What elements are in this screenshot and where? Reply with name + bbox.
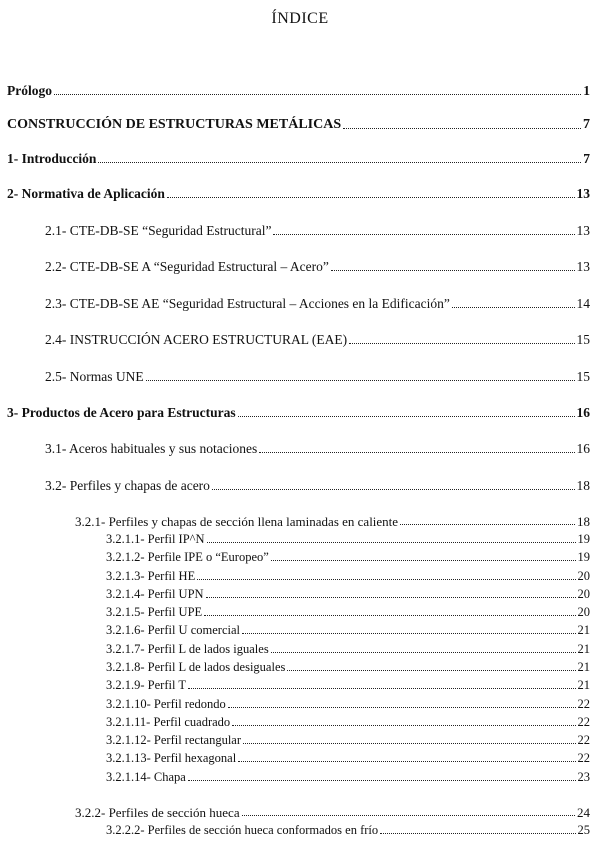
toc-entry-label: 3.2.2- Perfiles de sección hueca xyxy=(75,805,240,820)
toc-entry-label: 3.2.1- Perfiles y chapas de sección llena laminadas en caliente xyxy=(75,514,399,529)
dot-leader xyxy=(238,761,575,762)
toc-entry-page-number: 21 xyxy=(577,623,590,637)
toc-entry[interactable] xyxy=(106,533,590,546)
toc-entry[interactable] xyxy=(7,187,590,201)
dot-leader xyxy=(188,688,576,689)
toc-entry-label: 3.2.1.1- Perfil IP^N xyxy=(106,532,205,546)
toc-entry-label: CONSTRUCCIÓN DE ESTRUCTURAS METÁLICAS xyxy=(7,117,342,132)
toc-entry[interactable] xyxy=(106,771,590,784)
toc-entry-page-number: 15 xyxy=(576,369,590,384)
toc-entry-label: 3.2.1.2- Perfile IPE o “Europeo” xyxy=(106,550,269,564)
toc-entry-label: 3.2.1.13- Perfil hexagonal xyxy=(106,751,237,765)
dot-leader xyxy=(243,743,575,744)
toc-entry-label: 3.2.1.14- Chapa xyxy=(106,770,186,784)
toc-entry-page-number: 22 xyxy=(577,751,590,765)
toc-entry[interactable] xyxy=(106,679,590,692)
dot-leader xyxy=(452,307,575,308)
dot-leader xyxy=(273,234,574,235)
toc-entry-page-number: 13 xyxy=(576,259,590,274)
toc-entry-page-number: 18 xyxy=(577,514,590,529)
toc-entry-page-number: 23 xyxy=(577,770,590,784)
dot-leader xyxy=(259,452,574,453)
toc-entry-label: 2.3- CTE-DB-SE AE “Seguridad Estructural – Acciones en la Edificación” xyxy=(45,296,450,311)
toc-entry[interactable] xyxy=(106,752,590,765)
toc-entry-label: 3.2.1.6- Perfil U comercial xyxy=(106,623,240,637)
toc-entry-page-number: 21 xyxy=(577,642,590,656)
toc-entry-page-number: 16 xyxy=(576,405,590,420)
toc-entry-label: 3.2.2.2- Perfiles de sección hueca conformados en frío xyxy=(106,823,379,837)
toc-entry[interactable] xyxy=(106,661,590,674)
dot-leader xyxy=(228,707,576,708)
toc-entry-page-number: 14 xyxy=(576,296,590,311)
dot-leader xyxy=(287,670,575,671)
toc-entry-label: 3.2.1.10- Perfil redondo xyxy=(106,697,226,711)
dot-leader xyxy=(54,94,581,95)
dot-leader xyxy=(146,380,575,381)
dot-leader xyxy=(349,343,574,344)
toc-entry-label: 3.2.1.4- Perfil UPN xyxy=(106,587,204,601)
toc-entry-label: 3.2.1.11- Perfil cuadrado xyxy=(106,715,231,729)
toc-entry[interactable] xyxy=(45,224,590,238)
dot-leader xyxy=(242,633,576,634)
toc-entry-page-number: 21 xyxy=(577,678,590,692)
dot-leader xyxy=(167,197,575,198)
toc-entry-page-number: 19 xyxy=(577,532,590,546)
dot-leader xyxy=(212,489,575,490)
toc-entry-page-number: 21 xyxy=(577,660,590,674)
toc-entry-label: 3.2- Perfiles y chapas de acero xyxy=(45,478,210,493)
dot-leader xyxy=(197,579,575,580)
toc-entry[interactable] xyxy=(45,479,590,493)
dot-leader xyxy=(380,833,575,834)
toc-entry-page-number: 15 xyxy=(576,332,590,347)
page-title: ÍNDICE xyxy=(271,10,329,27)
toc-entry[interactable] xyxy=(106,716,590,729)
toc-entry[interactable] xyxy=(106,588,590,601)
toc-entry[interactable] xyxy=(45,370,590,384)
toc-entry-page-number: 16 xyxy=(576,441,590,456)
dot-leader xyxy=(271,652,576,653)
toc-entry[interactable] xyxy=(106,698,590,711)
dot-leader xyxy=(207,542,576,543)
toc-entry[interactable] xyxy=(75,806,590,819)
toc-entry[interactable] xyxy=(45,333,590,347)
toc-entry[interactable] xyxy=(45,442,590,456)
toc-entry-page-number: 20 xyxy=(577,569,590,583)
toc-entry-label: 1- Introducción xyxy=(7,151,97,166)
dot-leader xyxy=(238,416,575,417)
toc-entry-label: 3.2.1.12- Perfil rectangular xyxy=(106,733,242,747)
toc-entry-page-number: 20 xyxy=(577,587,590,601)
toc-entry-label: 3.2.1.7- Perfil L de lados iguales xyxy=(106,642,269,656)
dot-leader xyxy=(206,597,576,598)
toc-entry[interactable] xyxy=(106,624,590,637)
toc-entry-page-number: 18 xyxy=(576,478,590,493)
toc-entry-label: Prólogo xyxy=(7,83,52,98)
toc-entry[interactable] xyxy=(106,734,590,747)
toc-entry[interactable] xyxy=(106,824,590,837)
toc-entry-page-number: 13 xyxy=(576,186,590,201)
dot-leader xyxy=(343,128,581,129)
toc-entry[interactable] xyxy=(106,606,590,619)
dot-leader xyxy=(400,524,575,525)
toc-entry-page-number: 19 xyxy=(577,550,590,564)
toc-entry-page-number: 13 xyxy=(576,223,590,238)
toc-entry[interactable] xyxy=(45,297,590,311)
toc-entry-page-number: 7 xyxy=(583,117,590,132)
toc-entry-page-number: 22 xyxy=(577,697,590,711)
dot-leader xyxy=(242,815,575,816)
toc-entry-label: 2.5- Normas UNE xyxy=(45,369,144,384)
toc-entry[interactable] xyxy=(106,551,590,564)
dot-leader xyxy=(331,270,575,271)
toc-entry-page-number: 1 xyxy=(583,83,590,98)
toc-entry[interactable] xyxy=(106,570,590,583)
toc-entry-label: 2- Normativa de Aplicación xyxy=(7,186,165,201)
toc-entry[interactable] xyxy=(75,515,590,528)
dot-leader xyxy=(98,162,581,163)
toc-entry-page-number: 24 xyxy=(577,805,590,820)
toc-entry[interactable] xyxy=(7,406,590,420)
toc-entry[interactable] xyxy=(7,84,590,98)
toc-entry-label: 3.1- Aceros habituales y sus notaciones xyxy=(45,441,258,456)
toc-entry-label: 2.1- CTE-DB-SE “Seguridad Estructural” xyxy=(45,223,272,238)
toc-entry-label: 3.2.1.9- Perfil T xyxy=(106,678,186,692)
toc-entry[interactable] xyxy=(45,260,590,274)
toc-entry-label: 3.2.1.3- Perfil HE xyxy=(106,569,196,583)
toc-entry-label: 3- Productos de Acero para Estructuras xyxy=(7,405,236,420)
toc-entry-label: 2.4- INSTRUCCIÓN ACERO ESTRUCTURAL (EAE) xyxy=(45,332,348,347)
toc-entry[interactable] xyxy=(7,118,590,132)
dot-leader xyxy=(188,780,576,781)
toc-entry-page-number: 20 xyxy=(577,605,590,619)
toc-entry[interactable] xyxy=(7,152,590,166)
toc-entry-page-number: 22 xyxy=(577,715,590,729)
toc-entry-label: 3.2.1.8- Perfil L de lados desiguales xyxy=(106,660,286,674)
dot-leader xyxy=(204,615,575,616)
dot-leader xyxy=(271,560,576,561)
dot-leader xyxy=(232,725,575,726)
toc-entry-page-number: 7 xyxy=(583,151,590,166)
toc-entry[interactable] xyxy=(106,643,590,656)
toc-entry-page-number: 22 xyxy=(577,733,590,747)
toc-entry-page-number: 25 xyxy=(577,823,590,837)
toc-entry-label: 3.2.1.5- Perfil UPE xyxy=(106,605,203,619)
toc-entry-label: 2.2- CTE-DB-SE A “Seguridad Estructural – Acero” xyxy=(45,259,329,274)
